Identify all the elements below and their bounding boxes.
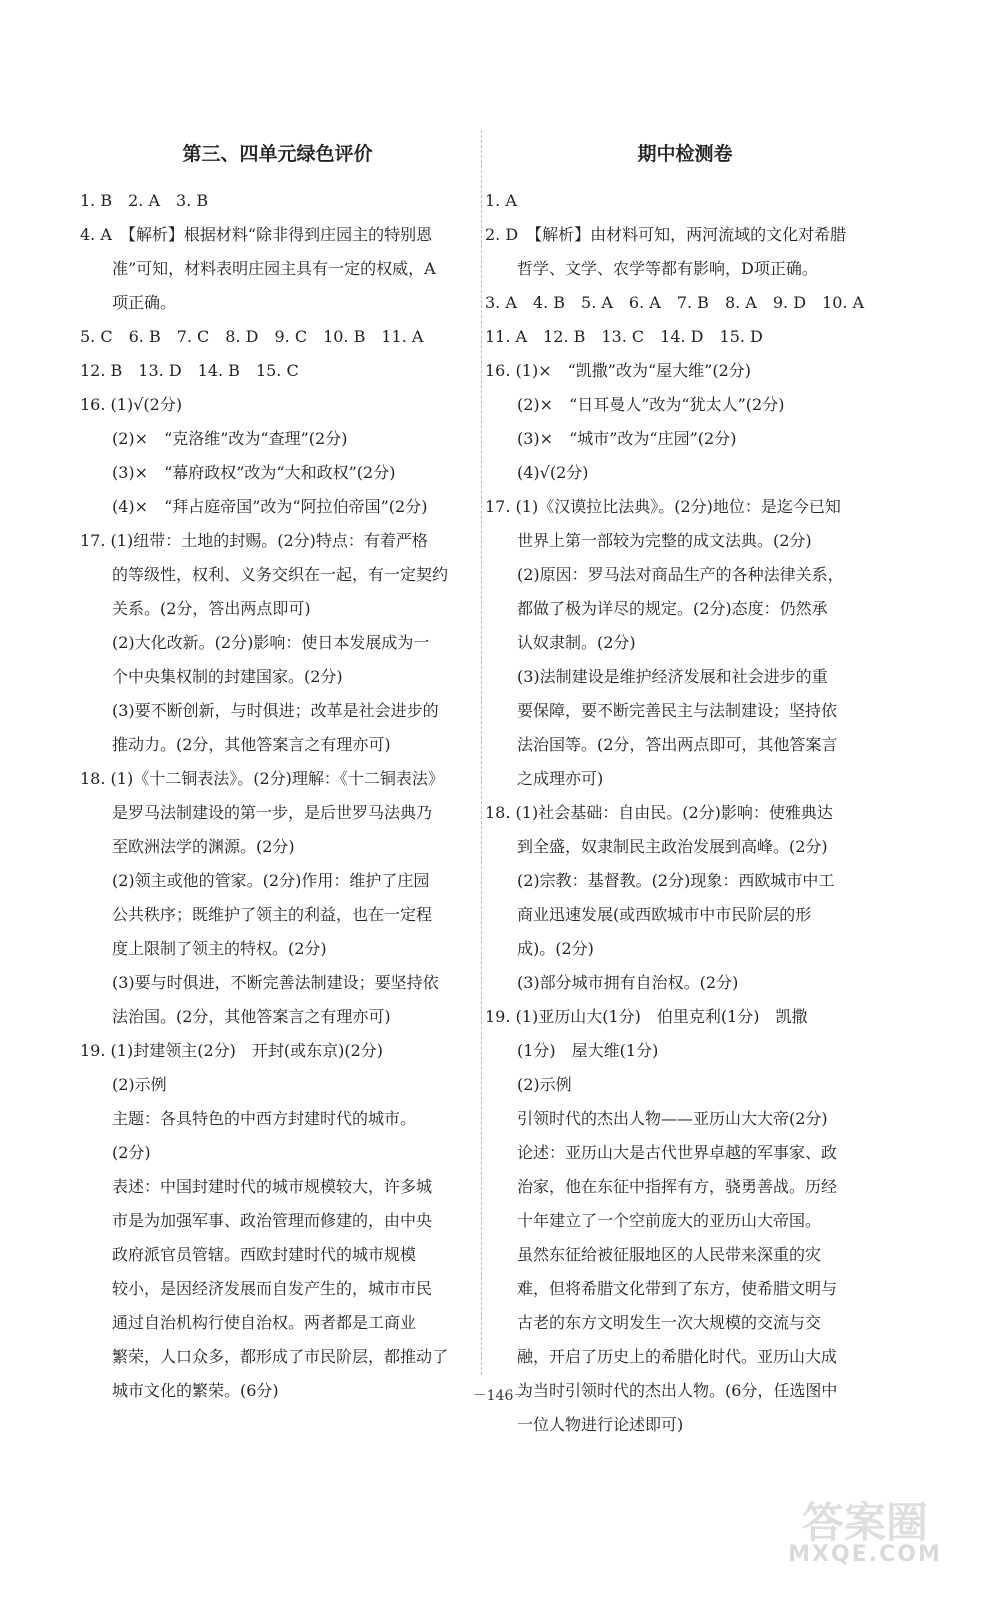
answer-line: 哲学、文学、农学等都有影响，D项正确。	[517, 259, 818, 278]
answer-line: 古老的东方文明发生一次大规模的交流与交	[517, 1313, 822, 1332]
answer-line: 2. D 【解析】由材料可知，两河流域的文化对希腊	[485, 225, 847, 244]
answer-line: 3. A 4. B 5. A 6. A 7. B 8. A 9. D 10. A	[485, 293, 865, 312]
answer-line: 治家，他在东征中指挥有方，骁勇善战。历经	[517, 1177, 838, 1196]
answer-line: (3)× “城市”改为“庄园”(2分)	[517, 429, 737, 448]
answer-line: (3)要不断创新，与时俱进；改革是社会进步的	[112, 701, 439, 720]
answer-line: (3)要与时俱进，不断完善法制建设；要坚持依	[112, 973, 439, 992]
answer-line: (3)× “幕府政权”改为“大和政权”(2分)	[112, 463, 396, 482]
answer-line: 11. A 12. B 13. C 14. D 15. D	[485, 327, 763, 346]
answer-line: 16. (1)× “凯撒”改为“屋大维”(2分)	[485, 361, 751, 380]
answer-line: 19. (1)封建领主(2分) 开封(或东京)(2分)	[80, 1041, 384, 1060]
answer-line: 成)。(2分)	[517, 939, 594, 958]
answer-line: 推动力。(2分，其他答案言之有理亦可)	[112, 735, 391, 754]
answer-line: (2)示例	[112, 1075, 167, 1094]
answer-line: 关系。(2分，答出两点即可)	[112, 599, 311, 618]
answer-line: (2)领主或他的管家。(2分)作用：维护了庄园	[112, 871, 430, 890]
answer-line: 要保障，要不断完善民主与法制建设；坚持依	[517, 701, 838, 720]
watermark-logo	[760, 1490, 990, 1570]
answer-line: 项正确。	[112, 293, 177, 312]
left-answer-list	[80, 184, 475, 1408]
page-number: －146－	[472, 1388, 528, 1404]
answer-line: 为当时引领时代的杰出人物。(6分，任选图中	[517, 1381, 838, 1400]
answer-line: (2)示例	[517, 1075, 572, 1094]
answer-line: (2)× “克洛维”改为“查理”(2分)	[112, 429, 348, 448]
answer-line: 法治国。(2分，其他答案言之有理亦可)	[112, 1007, 391, 1026]
answer-line: (4)× “拜占庭帝国”改为“阿拉伯帝国”(2分)	[112, 497, 428, 516]
answer-line: 19. (1)亚历山大(1分) 伯里克利(1分) 凯撒	[485, 1007, 808, 1026]
answer-line: 17. (1)纽带：土地的封赐。(2分)特点：有着严格	[80, 531, 428, 550]
answer-line: 的等级性，权利、义务交织在一起，有一定契约	[112, 565, 449, 584]
answer-line: 融，开启了历史上的希腊化时代。亚历山大成	[517, 1347, 838, 1366]
answer-line: (2)大化改新。(2分)影响：使日本发展成为一	[112, 633, 430, 652]
answer-line: 世界上第一部较为完整的成文法典。(2分)	[517, 531, 812, 550]
answer-line: 法治国等。(2分，答出两点即可，其他答案言	[517, 735, 838, 754]
answer-line: 十年建立了一个空前庞大的亚历山大帝国。	[517, 1211, 822, 1230]
answer-line: 度上限制了领主的特权。(2分)	[112, 939, 327, 958]
answer-line: (2)宗教：基督教。(2分)现象：西欧城市中工	[517, 871, 835, 890]
answer-line: (2)× “日耳曼人”改为“犹太人”(2分)	[517, 395, 785, 414]
left-column	[80, 140, 475, 1408]
answer-line: 1. A	[485, 191, 517, 210]
answer-line: 难，但将希腊文化带到了东方，使希腊文明与	[517, 1279, 838, 1298]
answer-line: 16. (1)√(2分)	[80, 395, 183, 414]
answer-line: 5. C 6. B 7. C 8. D 9. C 10. B 11. A	[80, 327, 424, 346]
answer-line: 城市文化的繁荣。(6分)	[112, 1381, 279, 1400]
answer-line: 公共秩序；既维护了领主的利益，也在一定程	[112, 905, 433, 924]
answer-line: 虽然东征给被征服地区的人民带来深重的灾	[517, 1245, 822, 1264]
answer-line: 表述：中国封建时代的城市规模较大，许多城	[112, 1177, 433, 1196]
answer-line: 一位人物进行论述即可)	[517, 1415, 684, 1434]
answer-line: 政府派官员管辖。西欧封建时代的城市规模	[112, 1245, 417, 1264]
answer-line: 主题：各具特色的中西方封建时代的城市。	[112, 1109, 417, 1128]
right-answer-list	[485, 184, 885, 1442]
answer-line: 至欧洲法学的渊源。(2分)	[112, 837, 295, 856]
answer-line: (4)√(2分)	[517, 463, 589, 482]
answer-line: 个中央集权制的封建国家。(2分)	[112, 667, 343, 686]
answer-line: 论述：亚历山大是古代世界卓越的军事家、政	[517, 1143, 838, 1162]
answer-line: 认奴隶制。(2分)	[517, 633, 636, 652]
answer-line: 引领时代的杰出人物——亚历山大大帝(2分)	[517, 1109, 828, 1128]
right-section-title: 期中检测卷	[637, 143, 733, 165]
answer-line: 通过自治机构行使自治权。两者都是工商业	[112, 1313, 417, 1332]
answer-line: 准”可知，材料表明庄园主具有一定的权威，A	[112, 259, 436, 278]
answer-line: 是罗马法制建设的第一步，是后世罗马法典乃	[112, 803, 433, 822]
answer-line: (1分) 屋大维(1分)	[517, 1041, 659, 1060]
watermark-text-top: 答案圈	[801, 1498, 928, 1547]
right-column	[485, 140, 885, 1442]
answer-line: (3)法制建设是维护经济发展和社会进步的重	[517, 667, 828, 686]
answer-line: 商业迅速发展(或西欧城市中市民阶层的形	[517, 905, 812, 924]
answer-line: 18. (1)《十二铜表法》。(2分)理解：《十二铜表法》	[80, 769, 444, 788]
answer-line: 4. A 【解析】根据材料“除非得到庄园主的特别恩	[80, 225, 433, 244]
answer-line: 之成理亦可)	[517, 769, 604, 788]
answer-line: (2分)	[112, 1143, 151, 1162]
watermark-text-bottom: MXQE.COM	[788, 1542, 942, 1567]
answer-line: 18. (1)社会基础：自由民。(2分)影响：使雅典达	[485, 803, 833, 822]
answer-line: 都做了极为详尽的规定。(2分)态度：仍然承	[517, 599, 828, 618]
answer-line: 到全盛，奴隶制民主政治发展到高峰。(2分)	[517, 837, 828, 856]
column-divider	[481, 130, 482, 1375]
answer-line: 17. (1)《汉谟拉比法典》。(2分)地位：是迄今已知	[485, 497, 841, 516]
answer-line: 繁荣，人口众多，都形成了市民阶层，都推动了	[112, 1347, 449, 1366]
left-section-title: 第三、四单元绿色评价	[182, 143, 373, 165]
answer-line: 市是为加强军事、政治管理而修建的，由中央	[112, 1211, 433, 1230]
answer-line: 12. B 13. D 14. B 15. C	[80, 361, 299, 380]
answer-line: (2)原因：罗马法对商品生产的各种法律关系，	[517, 565, 844, 584]
answer-line: (3)部分城市拥有自治权。(2分)	[517, 973, 739, 992]
answer-line: 1. B 2. A 3. B	[80, 191, 209, 210]
answer-line: 较小，是因经济发展而自发产生的，城市市民	[112, 1279, 433, 1298]
